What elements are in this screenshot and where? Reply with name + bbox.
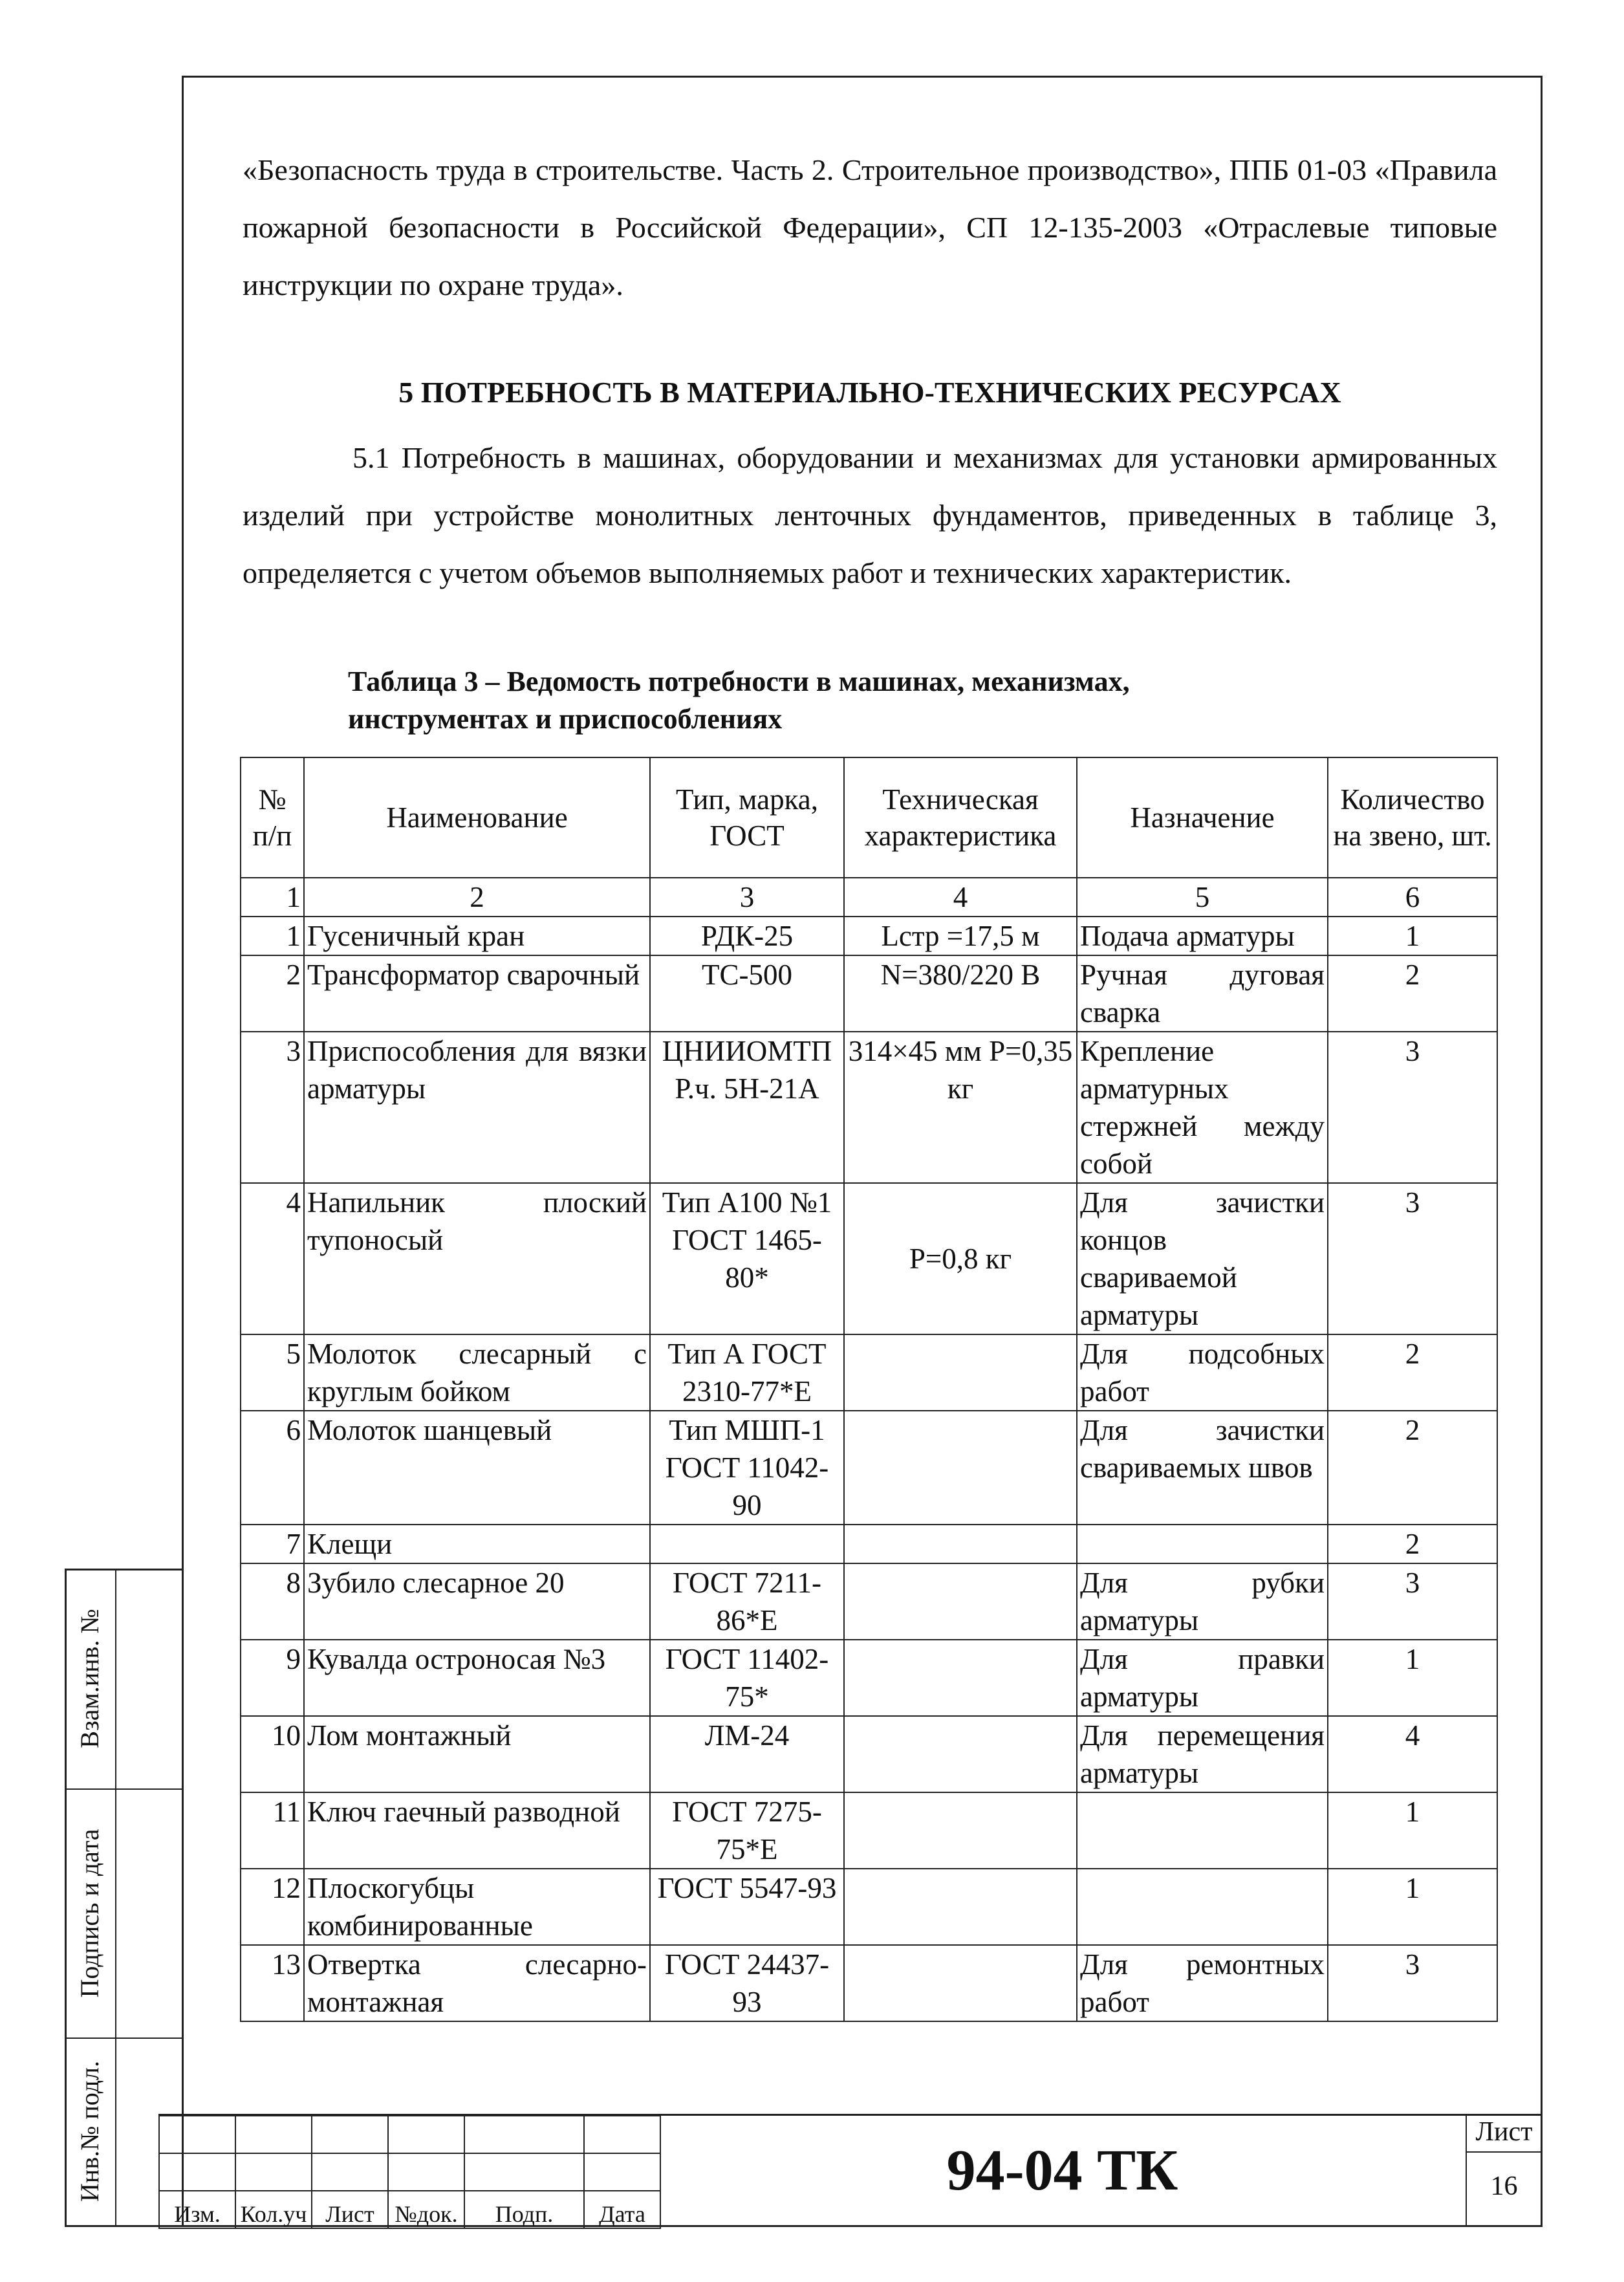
title-col-ndok: №док. [388, 2191, 464, 2228]
frame-left [182, 76, 184, 2226]
row-number: 12 [241, 1869, 304, 1945]
row-name: Лом монтажный [304, 1716, 650, 1792]
row-type: ГОСТ 5547-93 [650, 1869, 844, 1945]
row-type [650, 1525, 844, 1563]
row-number: 4 [241, 1183, 304, 1334]
row-purpose: Для ремонтных работ [1077, 1945, 1328, 2021]
row-name: Напильник плоский тупоносый [304, 1183, 650, 1334]
row-qty: 4 [1328, 1716, 1497, 1792]
side-label-inv-podl: Инв.№ подл. [75, 2061, 104, 2202]
row-spec [844, 1716, 1077, 1792]
table-row [241, 1525, 1497, 1563]
row-name: Молоток слесарный с круглым бойком [304, 1334, 650, 1411]
row-type: ГОСТ 11402-75* [650, 1640, 844, 1716]
row-number: 2 [241, 955, 304, 1032]
intro-paragraph-block [243, 141, 1497, 314]
frame-top [182, 76, 1542, 78]
header-number: № п/п [241, 757, 304, 878]
table-row [241, 1869, 1497, 1945]
side-stamp-div1 [65, 1788, 182, 1790]
row-qty: 3 [1328, 1183, 1497, 1334]
table-row [241, 1640, 1497, 1716]
title-col-kol-uch: Кол.уч [235, 2191, 312, 2228]
row-spec [844, 1869, 1077, 1945]
row-number: 3 [241, 1032, 304, 1183]
header-qty: Количество на звено, шт. [1328, 757, 1497, 878]
row-qty: 3 [1328, 1945, 1497, 2021]
column-number: 4 [844, 878, 1077, 917]
row-purpose: Ручная дуговая сварка [1077, 955, 1328, 1032]
row-purpose: Крепление арматурных стержней между собой [1077, 1032, 1328, 1183]
table-row [241, 1716, 1497, 1792]
row-qty: 2 [1328, 1334, 1497, 1411]
table-row [241, 1563, 1497, 1640]
table-row [241, 1183, 1497, 1334]
header-type: Тип, марка, ГОСТ [650, 757, 844, 878]
row-qty: 2 [1328, 1411, 1497, 1525]
row-number: 5 [241, 1334, 304, 1411]
intro-paragraph: «Безопасность труда в строительстве. Часть 2. Строительное производство», ППБ 01-03 «Правила пожарной безопасности в Российской Федерации», СП 12-135-2003 «Отраслевые типовые инструкции по охране труда». [243, 153, 1497, 301]
column-number: 5 [1077, 878, 1328, 917]
row-purpose: Для рубки арматуры [1077, 1563, 1328, 1640]
table-row [241, 1032, 1497, 1183]
section-heading: 5 ПОТРЕБНОСТЬ В МАТЕРИАЛЬНО-ТЕХНИЧЕСКИХ РЕСУРСАХ [398, 376, 1341, 409]
row-number: 10 [241, 1716, 304, 1792]
row-type: ГОСТ 24437-93 [650, 1945, 844, 2021]
row-spec [844, 1411, 1077, 1525]
row-type: ЛМ-24 [650, 1716, 844, 1792]
row-number: 8 [241, 1563, 304, 1640]
row-purpose: Для зачистки свариваемых швов [1077, 1411, 1328, 1525]
section-paragraph: 5.1 Потребность в машинах, оборудовании и механизмах для установки армированных изделий при устройстве монолитных ленточных фундаментов, приведенных в таблице 3, определяется с учетом объемов выполняемых работ и технических характеристик. [243, 441, 1497, 589]
row-type: РДК-25 [650, 917, 844, 955]
row-number: 7 [241, 1525, 304, 1563]
document-code: 94-04 ТК [946, 2138, 1178, 2202]
row-qty: 2 [1328, 955, 1497, 1032]
row-spec [844, 1945, 1077, 2021]
row-purpose: Для подсобных работ [1077, 1334, 1328, 1411]
title-col-podp: Подп. [464, 2191, 584, 2228]
row-spec: 314×45 мм Р=0,35 кг [844, 1032, 1077, 1183]
row-type: Тип А ГОСТ 2310-77*Е [650, 1334, 844, 1411]
row-purpose [1077, 1525, 1328, 1563]
table-row [241, 917, 1497, 955]
column-number: 6 [1328, 878, 1497, 917]
column-number: 3 [650, 878, 844, 917]
side-stamp-mid [115, 1569, 116, 2227]
sheet-number: 16 [1490, 2171, 1518, 2201]
column-number: 1 [241, 878, 304, 917]
section-paragraph-block [243, 429, 1497, 602]
row-spec: Lстр =17,5 м [844, 917, 1077, 955]
row-name: Ключ гаечный разводной [304, 1792, 650, 1869]
row-name: Трансформатор сварочный [304, 955, 650, 1032]
side-stamp-left [65, 1569, 67, 2227]
title-col-list: Лист [312, 2191, 388, 2228]
row-type: ЦНИИОМТП Р.ч. 5Н-21А [650, 1032, 844, 1183]
row-spec [844, 1640, 1077, 1716]
row-type: Тип МШП-1 ГОСТ 11042-90 [650, 1411, 844, 1525]
table-caption [348, 663, 1383, 738]
side-label-vzam-inv: Взам.инв. № [75, 1609, 104, 1748]
title-block-grid [158, 2115, 661, 2229]
row-spec [844, 1525, 1077, 1563]
table-row [241, 1334, 1497, 1411]
row-type: Тип А100 №1 ГОСТ 1465-80* [650, 1183, 844, 1334]
row-qty: 1 [1328, 917, 1497, 955]
row-number: 1 [241, 917, 304, 955]
row-name: Клещи [304, 1525, 650, 1563]
table-row [241, 1792, 1497, 1869]
row-spec [844, 1334, 1077, 1411]
table-caption-line1: Таблица 3 – Ведомость потребности в машинах, механизмах, [348, 666, 1130, 697]
table-row [241, 955, 1497, 1032]
title-col-data: Дата [584, 2191, 660, 2228]
row-purpose [1077, 1869, 1328, 1945]
row-purpose: Для правки арматуры [1077, 1640, 1328, 1716]
sheet-cell-mid [1466, 2151, 1542, 2153]
row-purpose: Для зачистки концов свариваемой арматуры [1077, 1183, 1328, 1334]
row-name: Гусеничный кран [304, 917, 650, 955]
row-spec [844, 1563, 1077, 1640]
row-qty: 3 [1328, 1032, 1497, 1183]
row-purpose: Для перемещения арматуры [1077, 1716, 1328, 1792]
row-number: 9 [241, 1640, 304, 1716]
side-label-podpis-data: Подпись и дата [75, 1829, 104, 1998]
header-name: Наименование [304, 757, 650, 878]
row-name: Приспособления для вязки арматуры [304, 1032, 650, 1183]
row-name: Плоскогубцы комбинированные [304, 1869, 650, 1945]
resources-table [240, 757, 1498, 2022]
row-qty: 3 [1328, 1563, 1497, 1640]
column-number: 2 [304, 878, 650, 917]
row-number: 13 [241, 1945, 304, 2021]
row-type: ТС-500 [650, 955, 844, 1032]
header-spec: Техническая характеристика [844, 757, 1077, 878]
row-qty: 1 [1328, 1869, 1497, 1945]
sheet-label: Лист [1475, 2117, 1533, 2147]
table-caption-line2: инструментах и приспособлениях [348, 703, 783, 735]
row-qty: 1 [1328, 1792, 1497, 1869]
row-name: Отвертка слесарно-монтажная [304, 1945, 650, 2021]
row-spec: N=380/220 В [844, 955, 1077, 1032]
row-purpose [1077, 1792, 1328, 1869]
row-type: ГОСТ 7211-86*Е [650, 1563, 844, 1640]
row-purpose: Подача арматуры [1077, 917, 1328, 955]
column-number-row [241, 878, 1497, 917]
header-purpose: Назначение [1077, 757, 1328, 878]
row-spec: Р=0,8 кг [844, 1183, 1077, 1334]
row-qty: 1 [1328, 1640, 1497, 1716]
table-header-row [241, 757, 1497, 878]
row-qty: 2 [1328, 1525, 1497, 1563]
row-number: 6 [241, 1411, 304, 1525]
table-row [241, 1945, 1497, 2021]
row-name: Зубило слесарное 20 [304, 1563, 650, 1640]
table-row [241, 1411, 1497, 1525]
row-name: Кувалда остроносая №3 [304, 1640, 650, 1716]
row-name: Молоток шанцевый [304, 1411, 650, 1525]
row-number: 11 [241, 1792, 304, 1869]
row-type: ГОСТ 7275-75*Е [650, 1792, 844, 1869]
frame-right [1541, 76, 1543, 2226]
row-spec [844, 1792, 1077, 1869]
title-col-izm: Изм. [159, 2191, 235, 2228]
